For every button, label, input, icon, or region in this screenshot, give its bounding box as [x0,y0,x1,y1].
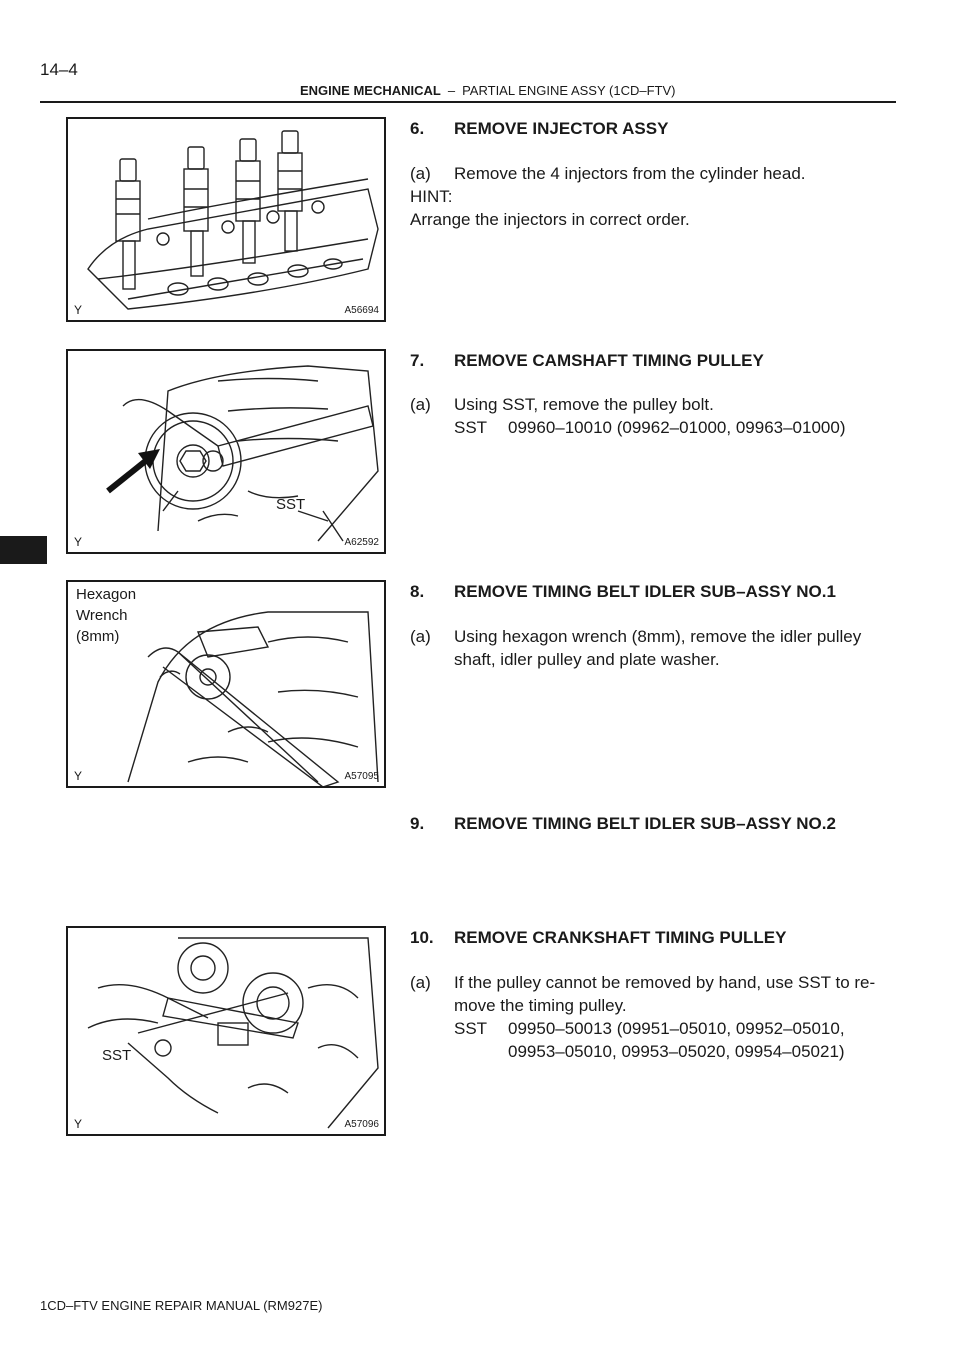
figure-crankshaft-pulley [66,926,386,1136]
header-separator: – [447,83,456,98]
figure-injectors [66,117,386,322]
step-instruction [410,393,714,416]
figure-code: A56694 [344,305,379,316]
camshaft-pulley-illustration [68,351,386,554]
header-section: ENGINE MECHANICAL [300,83,441,98]
page-number: 14–4 [40,60,78,79]
sst-line [454,416,846,439]
section-tab-marker [0,536,47,564]
step-title [410,580,836,603]
sub-step-text: Using SST, remove the pulley bolt. [454,395,714,414]
injectors-illustration [68,119,386,322]
callout-line: Hexagon [76,586,137,603]
footer-manual-title: 1CD–FTV ENGINE REPAIR MANUAL (RM927E) [40,1298,323,1313]
step-number: 7. [410,351,425,370]
crankshaft-pulley-illustration [68,928,386,1136]
sub-step-label: (a) [410,973,431,992]
step-number: 8. [410,582,425,601]
figure-idler-pulley [66,580,386,788]
sst-part-numbers: 09960–10010 (09962–01000, 09963–01000) [508,418,846,437]
figure-mark: Y [74,535,83,549]
step-number: 6. [410,119,425,138]
callout-hexagon-wrench [76,584,136,647]
step-heading: REMOVE INJECTOR ASSY [454,119,669,138]
callout-line: (8mm) [76,628,120,645]
figure-code: A57095 [344,771,379,782]
step-number: 10. [410,928,434,947]
figure-camshaft-pulley [66,349,386,554]
sub-step-continuation: move the timing pulley. [454,996,627,1015]
step-heading: REMOVE TIMING BELT IDLER SUB–ASSY NO.2 [454,814,836,833]
sst-part-numbers: 09950–50013 (09951–05010, 09952–05010, [508,1019,845,1038]
sub-step-label: (a) [410,164,431,183]
step-heading: REMOVE CAMSHAFT TIMING PULLEY [454,351,764,370]
figure-mark: Y [74,1117,83,1131]
sub-step-text: Using hexagon wrench (8mm), remove the idler pulley [454,627,862,646]
sst-label: SST [454,418,488,437]
figure-code: A57096 [344,1119,379,1130]
callout-sst: SST [102,1047,132,1064]
figure-code: A62592 [344,537,379,548]
step-title [410,926,786,949]
step-title [410,117,668,140]
step-instruction [410,625,861,648]
hint-label: HINT: [410,187,453,206]
step-instruction [410,162,806,185]
sst-part-numbers-continued: 09953–05010, 09953–05020, 09954–05021) [508,1042,845,1061]
sub-step-text: If the pulley cannot be removed by hand, use SST to re- [454,973,876,992]
step-number: 9. [410,814,425,833]
step-heading: REMOVE CRANKSHAFT TIMING PULLEY [454,928,787,947]
callout-sst: SST [276,496,306,513]
step-heading: REMOVE TIMING BELT IDLER SUB–ASSY NO.1 [454,582,836,601]
callout-line: Wrench [76,607,128,624]
sub-step-continuation: shaft, idler pulley and plate washer. [454,650,720,669]
figure-mark: Y [74,303,83,317]
header-subsection: PARTIAL ENGINE ASSY (1CD–FTV) [462,83,676,98]
running-header [300,83,675,98]
step-title [410,349,764,372]
sst-line [454,1017,845,1040]
figure-mark: Y [74,769,83,783]
header-rule [40,101,896,103]
sst-label: SST [454,1019,488,1038]
step-title [410,812,836,835]
sub-step-label: (a) [410,395,431,414]
hint-text: Arrange the injectors in correct order. [410,210,690,229]
sub-step-text: Remove the 4 injectors from the cylinder head. [454,164,806,183]
step-instruction [410,971,875,994]
sub-step-label: (a) [410,627,431,646]
